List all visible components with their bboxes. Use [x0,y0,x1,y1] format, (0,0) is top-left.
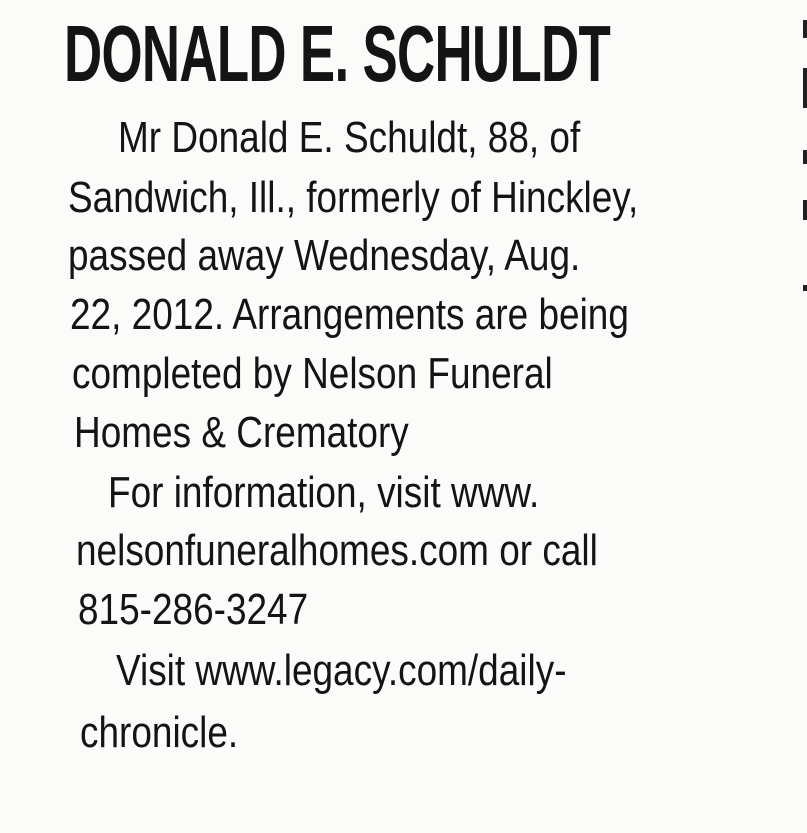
scan-edge-mark [803,150,807,164]
obituary-text-line: nelsonfuneralhomes.com or call [76,526,598,575]
obituary-text-line: 22, 2012. Arrangements are being [70,290,629,339]
obituary-text-line: passed away Wednesday, Aug. [68,231,581,280]
obituary-text-line: completed by Nelson Funeral [72,349,553,398]
obituary-text-line: For information, visit www. [108,468,540,517]
obituary-text-line: Mr Donald E. Schuldt, 88, of [118,113,581,162]
obituary-headline: DONALD E. SCHULDT [64,9,611,98]
obituary-text-line: chronicle. [80,708,239,757]
obituary-text-line: Visit www.legacy.com/daily- [116,646,567,695]
scan-edge-mark [803,20,807,38]
scan-edge-mark [803,285,807,291]
scan-edge-mark [803,68,807,108]
obituary-text-line: Sandwich, Ill., formerly of Hinckley, [68,173,639,222]
obituary-text-line: Homes & Crematory [74,408,409,457]
scan-edge-mark [803,200,807,220]
obituary-text-line: 815-286-3247 [78,585,309,634]
